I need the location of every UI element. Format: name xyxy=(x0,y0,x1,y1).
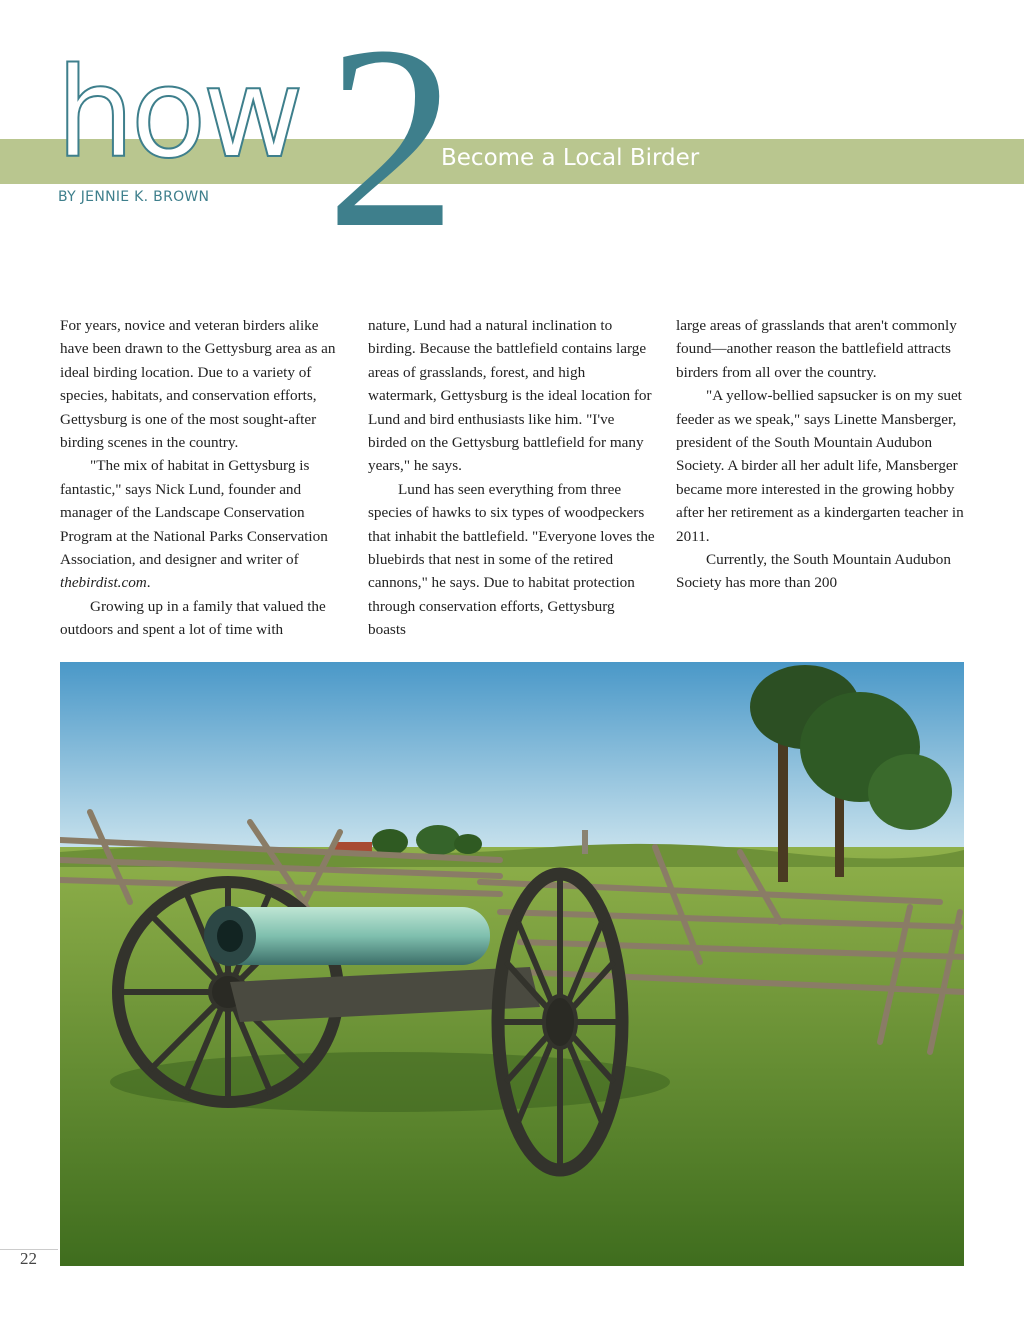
battlefield-cannon-photo xyxy=(60,662,964,1266)
paragraph: "The mix of habitat in Gettysburg is fantastic," says Nick Lund, founder and manager of the Landscape Conservation Program at the National Parks Conservation Association, and designer and writer of thebirdist.com. xyxy=(60,457,328,592)
paragraph: nature, Lund had a natural inclination to birding. Because the battlefield contains large areas of grasslands, forest, and high watermark, Gettysburg is the ideal location for Lund and bird enthusiasts like him. "I've birded on the Gettysburg battlefield for many years," he says. xyxy=(368,317,652,475)
paragraph: For years, novice and veteran birders alike have been drawn to the Gettysburg area as an ideal birding location. Due to a variety of species, habitats, and conservation efforts, Gettysburg is one of the most sought-after birding scenes in the country. xyxy=(60,317,336,452)
paragraph: Growing up in a family that valued the outdoors and spent a lot of time with xyxy=(60,597,326,639)
paragraph: large areas of grasslands that aren't commonly found—another reason the battlefield attracts birders from all over the country. xyxy=(676,317,957,381)
article-subtitle: Become a Local Birder xyxy=(441,145,700,171)
text-column-3 xyxy=(676,314,966,595)
text-column-1 xyxy=(60,314,348,642)
website-reference: thebirdist.com xyxy=(60,574,147,592)
paragraph: Currently, the South Mountain Audubon Society has more than 200 xyxy=(676,551,951,592)
title-word: how xyxy=(56,42,300,186)
text-column-2 xyxy=(368,314,656,642)
page-number: 22 xyxy=(20,1249,37,1268)
paragraph: Lund has seen everything from three species of hawks to six types of woodpeckers that inhabit the battlefield. "Everyone loves the bluebirds that nest in some of the retired cannons," he says. Due to habitat protection through conservation efforts, Gettysburg boasts xyxy=(368,480,655,639)
title-number: 2 xyxy=(326,0,457,282)
right-wheel xyxy=(498,874,622,1170)
byline: BY JENNIE K. BROWN xyxy=(58,189,210,205)
paragraph: "A yellow-bellied sapsucker is on my suet feeder as we speak," says Linette Mansberger, president of the South Mountain Audubon Society. A birder all her adult life, Mansberger became more interested in the growing hobby after her retirement as a kindergarten teacher in 2011. xyxy=(676,387,964,545)
